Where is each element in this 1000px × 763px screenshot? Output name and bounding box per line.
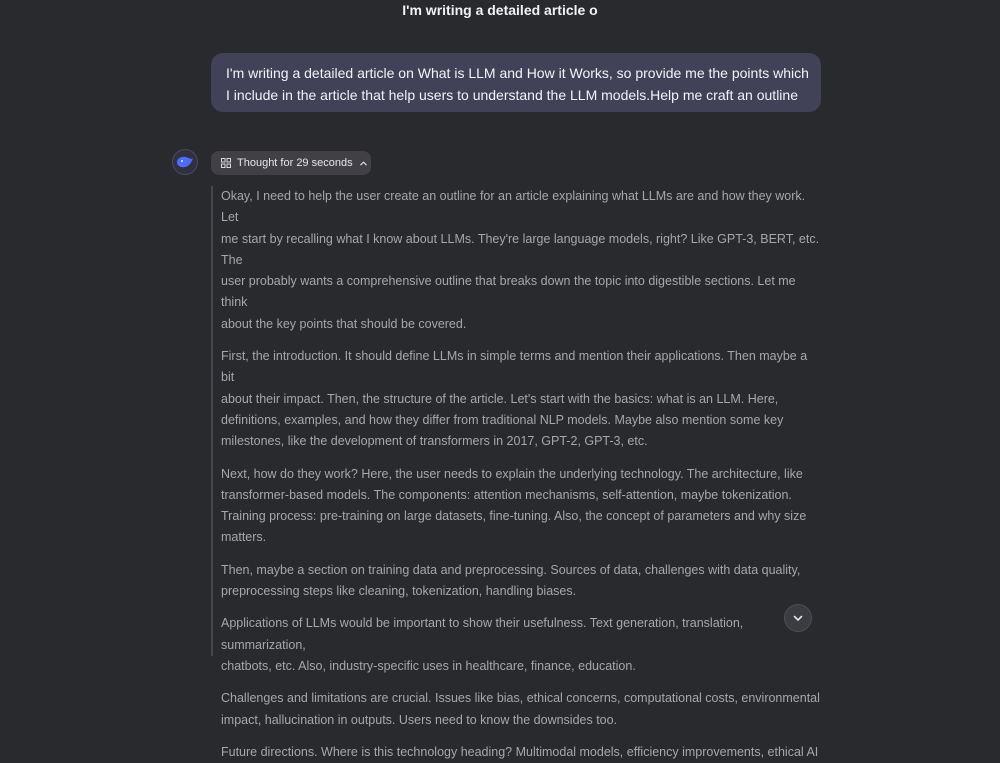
thought-line: chatbots, etc. Also, industry-specific uses in healthcare, finance, education. [221,658,636,673]
thought-line: First, the introduction. It should define LLMs in simple terms and mention their applications. Then maybe a bit [221,349,808,385]
thought-paragraph [221,186,823,335]
whale-logo-icon [176,155,194,169]
user-message-line: I include in the article that help users to understand the LLM models.Help me craft an outline [226,87,798,103]
thought-paragraph [221,742,823,763]
thought-line: impact, hallucination in outputs. Users need to know the downsides too. [221,712,618,727]
thought-line: preprocessing steps like cleaning, tokenization, handling biases. [221,584,577,599]
thought-paragraph [221,560,823,603]
thought-line: transformer-based models. The components: attention mechanisms, self-attention, maybe tokenization. [221,487,792,502]
conversation-title[interactable]: I'm writing a detailed article o [402,2,598,18]
user-message-line: I'm writing a detailed article on What is LLM and How it Works, so provide me the points which [226,65,809,81]
thought-line: user probably wants a comprehensive outline that breaks down the topic into digestible sections. Let me think [221,274,796,310]
user-message-bubble [211,53,821,112]
thought-line: Okay, I need to help the user create an outline for an article explaining what LLMs are and how they work. Let [221,189,806,225]
thought-line: definitions, examples, and how they differ from traditional NLP models. Maybe also mention some key [221,412,784,427]
thinking-icon [221,158,231,168]
thought-toggle-button[interactable] [211,151,371,175]
chevron-up-icon [359,159,368,168]
thought-toggle-label: Thought for 29 seconds [237,157,353,169]
thought-paragraph [221,688,823,731]
scroll-to-bottom-button[interactable] [784,604,812,632]
thought-line: about their impact. Then, the structure of the article. Let's start with the basics: what is an LLM. Here, [221,391,779,406]
thought-paragraph [221,464,823,549]
thought-line: Applications of LLMs would be important to show their usefulness. Text generation, translation, summarization, [221,616,744,652]
chevron-down-icon [792,612,804,624]
thought-paragraph [221,346,823,452]
thought-line: Next, how do they work? Here, the user needs to explain the underlying technology. The architecture, like [221,466,803,481]
thought-content [211,186,823,759]
thought-line: Future directions. Where is this technology heading? Multimodal models, efficiency improvements, ethical AI [221,744,819,759]
thought-line: about the key points that should be covered. [221,316,467,331]
thought-line: Challenges and limitations are crucial. Issues like bias, ethical concerns, computational costs, environmental [221,691,820,706]
thought-line: Then, maybe a section on training data and preprocessing. Sources of data, challenges with data quality, [221,562,801,577]
thought-line: Training process: pre-training on large datasets, fine-tuning. Also, the concept of parameters and why size [221,509,807,524]
thought-line: me start by recalling what I know about LLMs. They're large language models, right? Like GPT-3, BERT, etc. The [221,231,820,267]
thought-line: matters. [221,530,267,545]
assistant-avatar [172,149,198,175]
thought-paragraph [221,613,823,677]
thought-line: milestones, like the development of transformers in 2017, GPT-2, GPT-3, etc. [221,434,648,449]
